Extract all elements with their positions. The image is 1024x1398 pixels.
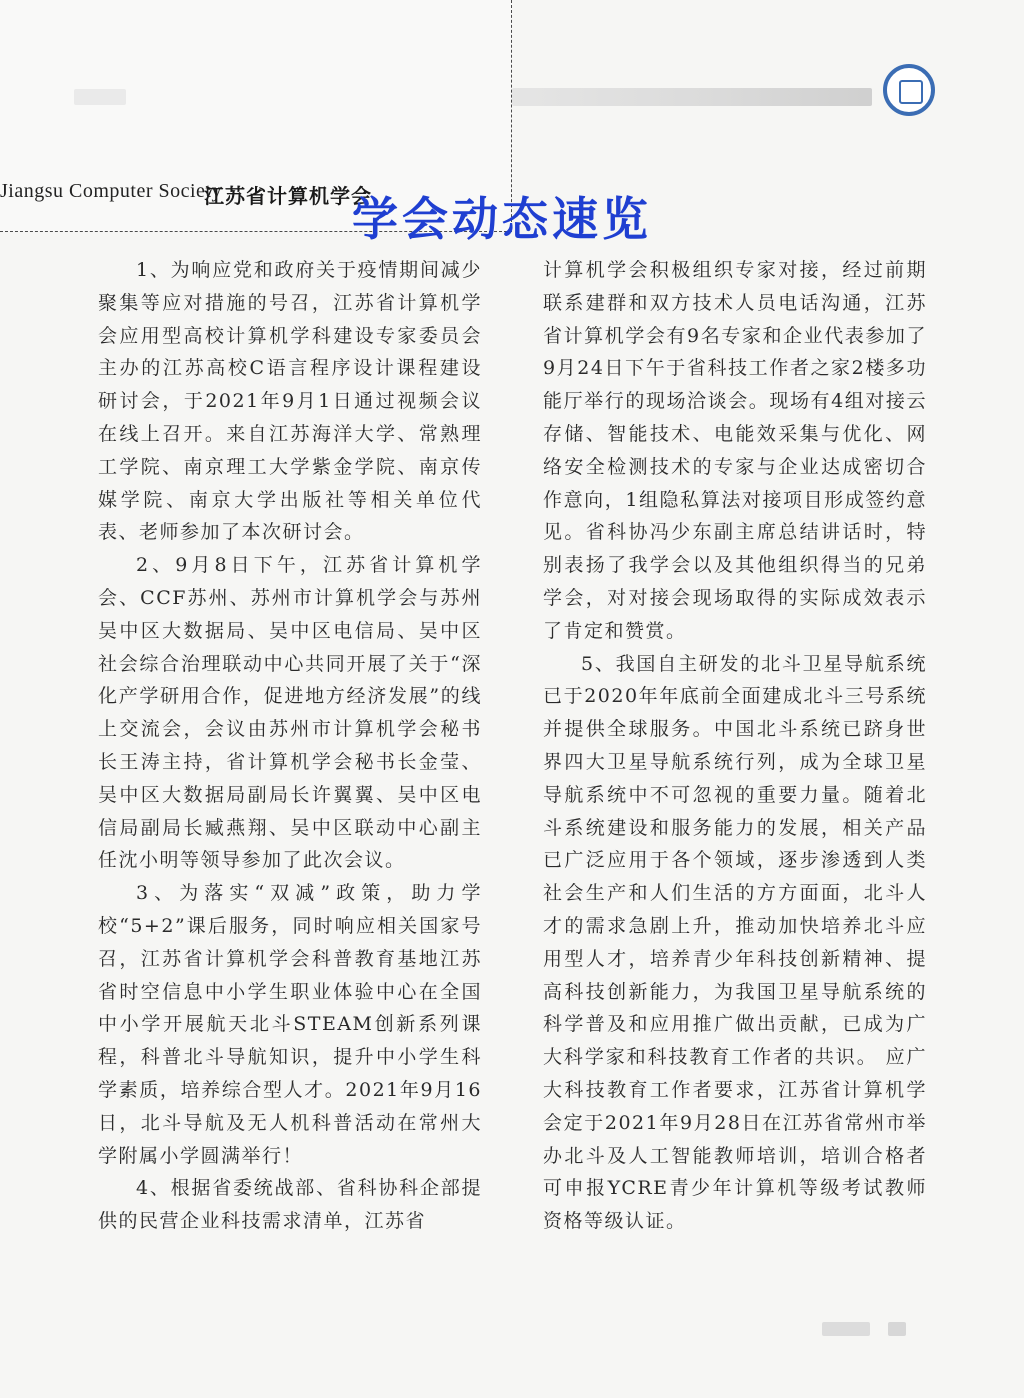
footer-page-label bbox=[822, 1322, 870, 1336]
society-name-chinese: 江苏省计算机学会 bbox=[204, 184, 372, 208]
paragraph-1: 1、为响应党和政府关于疫情期间减少聚集等应对措施的号召，江苏省计算机学会应用型高校计算机学科建设专家委员会主办的江苏高校C语言程序设计课程建设研讨会，于2021年9月1日通过视频会议在线上召开。来自江苏海洋大学、常熟理工学院、南京理工大学紫金学院、南京传媒学院、南京大学出版社等相关单位代表、老师参加了本次研讨会。 bbox=[98, 259, 482, 544]
paragraph-4-start: 4、根据省委统战部、省科协科企部提供的民营企业科技需求清单，江苏省 bbox=[98, 1177, 482, 1233]
footer-page-number bbox=[888, 1322, 906, 1336]
paragraph-3: 3、为落实“双减”政策，助力学校“5+2”课后服务，同时响应相关国家号召，江苏省计算机学会科普教育基地江苏省时空信息中小学生职业体验中心在全国中小学开展航天北斗STEAM创新系列课程，科普北斗导航知识，提升中小学生科学素质，培养综合型人才。2021年9月16日，北斗导航及无人机科普活动在常州大学附属小学圆满举行！ bbox=[98, 882, 482, 1167]
society-logo-icon bbox=[883, 64, 935, 116]
right-column bbox=[543, 254, 927, 1238]
left-column bbox=[98, 254, 482, 1238]
paragraph-5: 5、我国自主研发的北斗卫星导航系统已于2020年年底前全面建成北斗三号系统并提供全球服务。中国北斗系统已跻身世界四大卫星导航系统行列，成为全球卫星导航系统中不可忽视的重要力量。随着北斗系统建设和服务能力的发展，相关产品已广泛应用于各个领域，逐步渗透到人类社会生产和人们生活的方方面面，北斗人才的需求急剧上升，推动加快培养北斗应用型人才，培养青少年科技创新精神、提高科技创新能力，为我国卫星导航系统的科学普及和应用推广做出贡献，已成为广大科学家和科技教育工作者的共识。 应广大科技教育工作者要求，江苏省计算机学会定于2021年9月28日在江苏省常州市举办北斗及人工智能教师培训，培训合格者可申报YCRE青少年计算机等级考试教师资格等级认证。 bbox=[543, 652, 927, 1233]
paragraph-2: 2、9月8日下午，江苏省计算机学会、CCF苏州、苏州市计算机学会与苏州吴中区大数据局、吴中区电信局、吴中区社会综合治理联动中心共同开展了关于“深化产学研用合作，促进地方经济发展”的线上交流会，会议由苏州市计算机学会秘书长王涛主持，省计算机学会秘书长金莹、吴中区大数据局副局长许翼翼、吴中区电信局副局长臧燕翔、吴中区联动中心副主任沈小明等领导参加了此次会议。 bbox=[98, 554, 482, 872]
society-name-english: Jiangsu Computer Society bbox=[0, 180, 222, 202]
journal-name-header bbox=[512, 88, 872, 106]
section-title: 学会动态速览 bbox=[352, 192, 652, 246]
paragraph-4-continued: 计算机学会积极组织专家对接，经过前期联系建群和双方技术人员电话沟通，江苏省计算机学会有9名专家和企业代表参加了9月24日下午于省科技工作者之家2楼多功能厅举行的现场洽谈会。现场有4组对接云存储、智能技术、电能效采集与优化、网络安全检测技术的专家与企业达成密切合作意向，1组隐私算法对接项目形成签约意见。省科协冯少东副主席总结讲话时，特别表扬了我学会以及其他组织得当的兄弟学会，对对接会现场取得的实际成效表示了肯定和赞赏。 bbox=[543, 259, 927, 642]
